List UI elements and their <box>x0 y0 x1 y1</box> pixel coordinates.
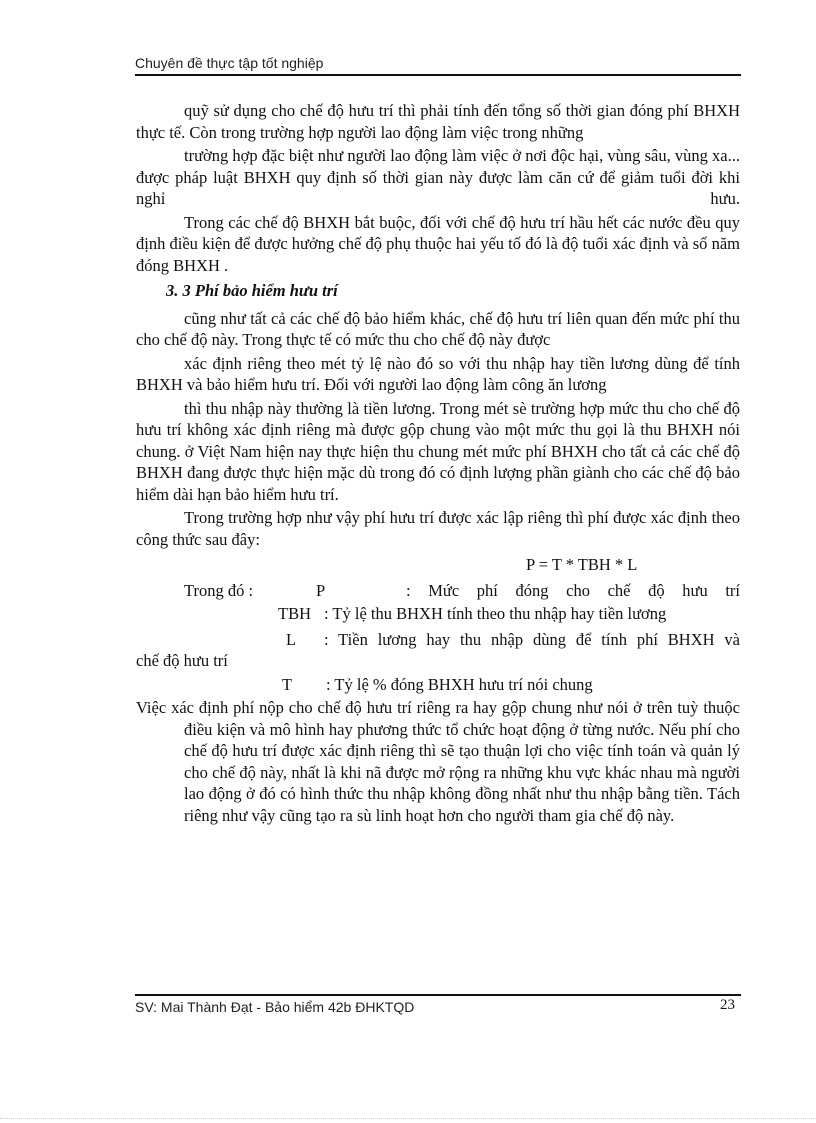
definition-symbol-tbh: TBH <box>278 604 311 623</box>
paragraph-8: Việc xác định phí nộp cho chế độ hưu trí riêng ra hay gộp chung như nói ở trên tuỳ thuộc điều kiện và mô hình hay phương thức tổ chức hoạt động ở từng nước. Nếu phí cho chế độ hưu trí được xác định riêng thì sẽ tạo thuận lợi cho việc tính toán và quản lý cho chế độ này, nhất là khi nã được mở rộng ra những khu vực khác nhau mà người lao động ở đó có hình thức thu nhập không đồng nhất như thu nhập bằng tiền. Tách riêng như vậy cũng tạo ra sù linh hoạt hơn cho người tham gia chế độ này. <box>136 698 740 825</box>
page-header-title: Chuyên đề thực tập tốt nghiệp <box>135 55 324 71</box>
document-body <box>136 100 740 828</box>
page-bottom-dotted-line <box>0 1118 816 1119</box>
footer-rule <box>135 994 741 996</box>
definition-symbol-l: L <box>286 629 297 649</box>
definition-text-tbh: : Tỷ lệ thu BHXH tính theo thu nhập hay tiền lương <box>324 604 667 623</box>
page-number: 23 <box>720 997 735 1013</box>
paragraph-1: quỹ sử dụng cho chế độ hưu trí thì phải tính đến tổng số thời gian đóng phí BHXH thực tế. Còn trong trường hợp người lao động làm việc trong những <box>136 101 740 142</box>
paragraph-6: thì thu nhập này thường là tiền lương. Trong mét sè trường hợp mức thu cho chế độ hưu trí không xác định riêng mà được gộp chung vào một mức thu gọi là thu BHXH nói chung. ở Việt Nam hiện nay thực hiện thu chung mét mức phí BHXH cho tất cả các chế độ BHXH đang được thực hiện mặc dù trong đó có định lượng phần giành cho các chế độ bảo hiểm dài hạn bảo hiểm hưu trí. <box>136 398 740 504</box>
definition-symbol-p: P <box>316 580 326 600</box>
definition-p <box>136 580 740 602</box>
definition-l <box>136 629 740 672</box>
header-rule <box>135 74 741 76</box>
definition-symbol-t: T <box>282 674 293 694</box>
footer-author: SV: Mai Thành Đạt - Bảo hiểm 42b ĐHKTQD <box>135 999 415 1015</box>
section-heading: 3. 3 Phí bảo hiểm hưu trí <box>166 281 338 300</box>
paragraph-3: Trong các chế độ BHXH bắt buộc, đối với chế độ hưu trí hầu hết các nước đều quy định điều kiện để được hưởng chế độ phụ thuộc hai yếu tố đó là độ tuổi xác định và số năm đóng BHXH . <box>136 212 740 275</box>
definition-tbh <box>136 603 740 625</box>
paragraph-7: Trong trường hợp như vậy phí hưu trí được xác lập riêng thì phí được xác định theo công thức sau đây: <box>136 508 740 549</box>
paragraph-2: trường hợp đặc biệt như người lao động làm việc ở nơi độc hại, vùng sâu, vùng xa... được pháp luật BHXH quy định số thời gian này được làm căn cứ để giảm tuổi đời khi nghỉ hưu. <box>136 146 740 208</box>
definition-text-t: : Tỷ lệ % đóng BHXH hưu trí nói chung <box>326 674 593 694</box>
formula: P = T * TBH * L <box>526 555 638 574</box>
paragraph-5: xác định riêng theo mét tỷ lệ nào đó so với thu nhập hay tiền lương dùng để tính BHXH và bảo hiểm hưu trí. Đối với người lao động làm công ăn lương <box>136 353 740 394</box>
definition-text-p: : Mức phí đóng cho chế độ hưu trí <box>406 580 740 600</box>
definition-text-l: : Tiền lương hay thu nhập dùng để tính phí BHXH và <box>324 629 740 649</box>
paragraph-4: cũng như tất cả các chế độ bảo hiểm khác, chế độ hưu trí liên quan đến mức phí thu cho chế độ này. Trong thực tế có mức thu cho chế độ này được <box>136 308 740 349</box>
definition-t <box>136 674 740 696</box>
definition-text-l-continued: chế độ hưu trí <box>136 651 228 670</box>
definition-intro: Trong đó : <box>184 580 254 600</box>
